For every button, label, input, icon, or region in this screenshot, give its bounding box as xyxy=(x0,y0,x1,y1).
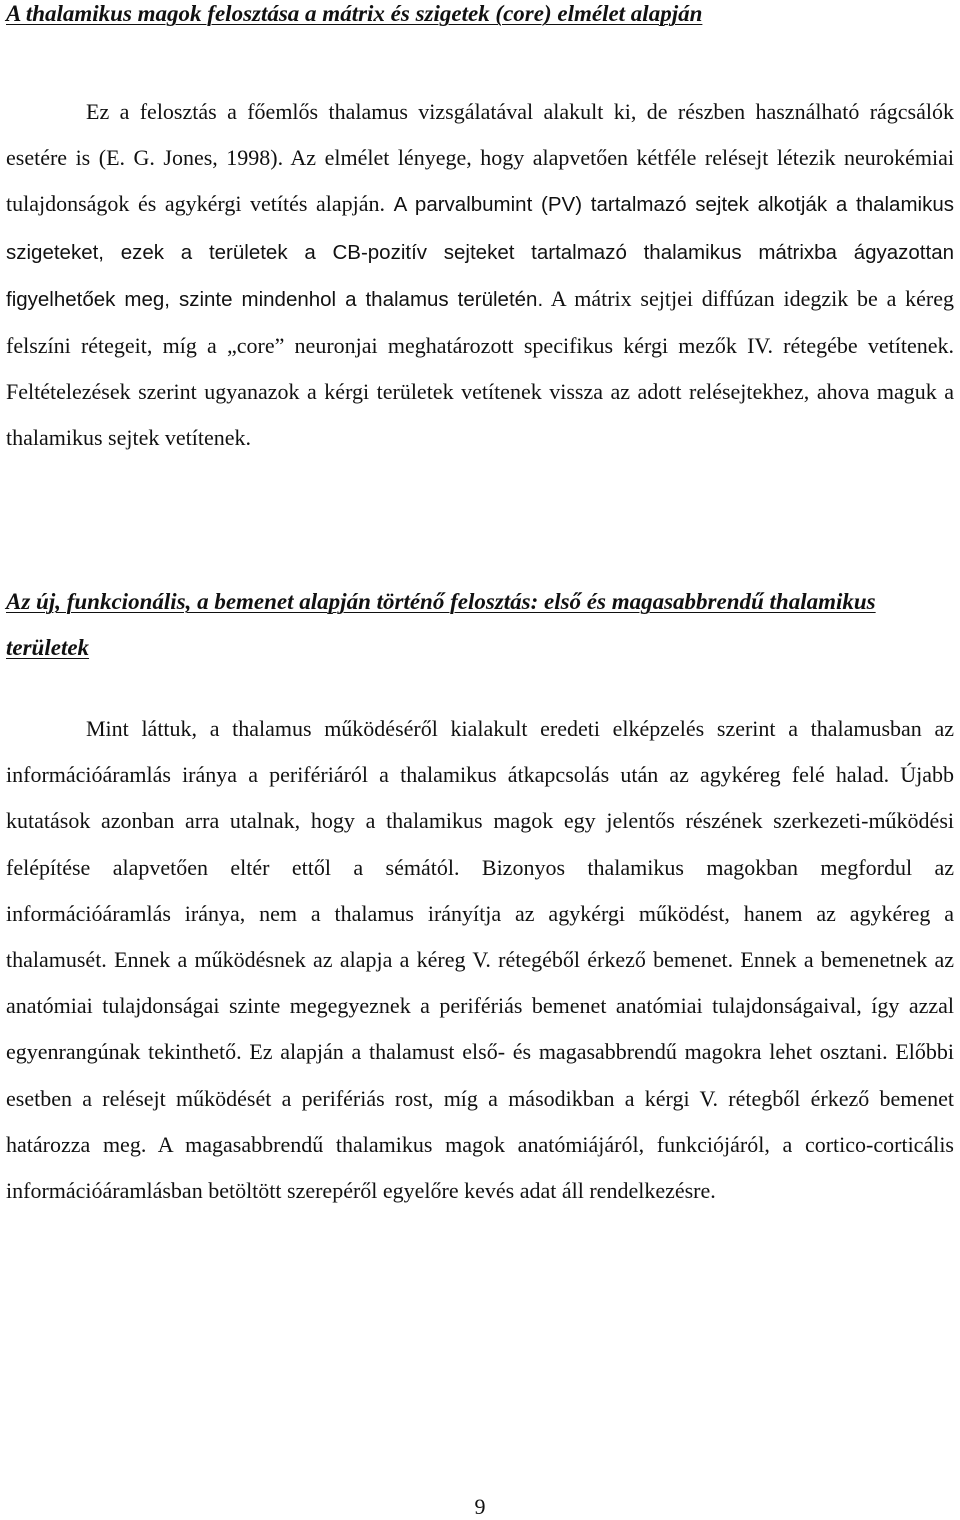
paragraph-text-part1: Ez a felosztás a főemlős thalamus vizsgálatával alakult ki, de részben használható rágcsálók esetére is (E. G. Jones, 1998). Az elmélet lényege, hogy alapvetően kétféle relésejt létezik neurokémiai tulajdonságok és agykérgi vetítés alapján. xyxy=(6,99,954,217)
page-number: 9 xyxy=(474,1494,486,1519)
section-heading-functional-division: Az új, funkcionális, a bemenet alapján történő felosztás: első és magasabbrendű thalamikus területek xyxy=(6,589,876,660)
paragraph-text-part2: A parvalbumint (PV) tartalmazó sejtek alkotják a thalamikus szigeteket, ezek a területek a CB-pozitív sejteket tartalmazó thalamikus mátrixba ágyazottan figyelhetőek meg, szinte mindenhol a thalamus területén. xyxy=(6,193,954,311)
section-heading-matrix-core: A thalamikus magok felosztása a mátrix és szigetek (core) elmélet alapján xyxy=(6,1,703,26)
body-paragraph-functional-division: Mint láttuk, a thalamus működéséről kialakult eredeti elképzelés szerint a thalamusban az információáramlás iránya a perifériáról a thalamikus átkapcsolás után az agykéreg felé halad. Újabb kutatások azonban arra utalnak, hogy a thalamikus magok egy jelentős részének szerkezeti-működési felépítése alapvetően eltér ettől a sémától. Bizonyos thalamikus magokban megfordul az információáramlás iránya, nem a thalamus irányítja az agykérgi működést, hanem az agykéreg a thalamusét. Ennek a működésnek az alapja a kéreg V. rétegéből érkező bemenet. Ennek a bemenetnek az anatómiai tulajdonságai szinte megegyeznek a perifériás bemenet anatómiai tulajdonságaival, így azzal egyenrangúnak tekinthető. Ez alapján a thalamust első- és magasabbrendű magokra lehet osztani. Előbbi esetben a relésejt működését a perifériás rost, míg a másodikban a kérgi V. rétegből érkező bemenet határozza meg. A magasabbrendű thalamikus magok anatómiájáról, funkciójáról, a cortico-corticális információáramlásban betöltött szerepéről egyelőre kevés adat áll rendelkezésre. xyxy=(6,716,954,1204)
paragraph-text-part3: A mátrix sejtjei diffúzan idegzik be a kéreg felszíni rétegeit, míg a „core” neuronjai meghatározott specifikus kérgi mezők IV. rétegébe vetítenek. Feltételezések szerint ugyanazok a kérgi területek vetítenek vissza az adott relésejtekhez, ahova maguk a thalamikus sejtek vetítenek. xyxy=(6,285,954,451)
body-paragraph-matrix-core xyxy=(6,89,954,462)
